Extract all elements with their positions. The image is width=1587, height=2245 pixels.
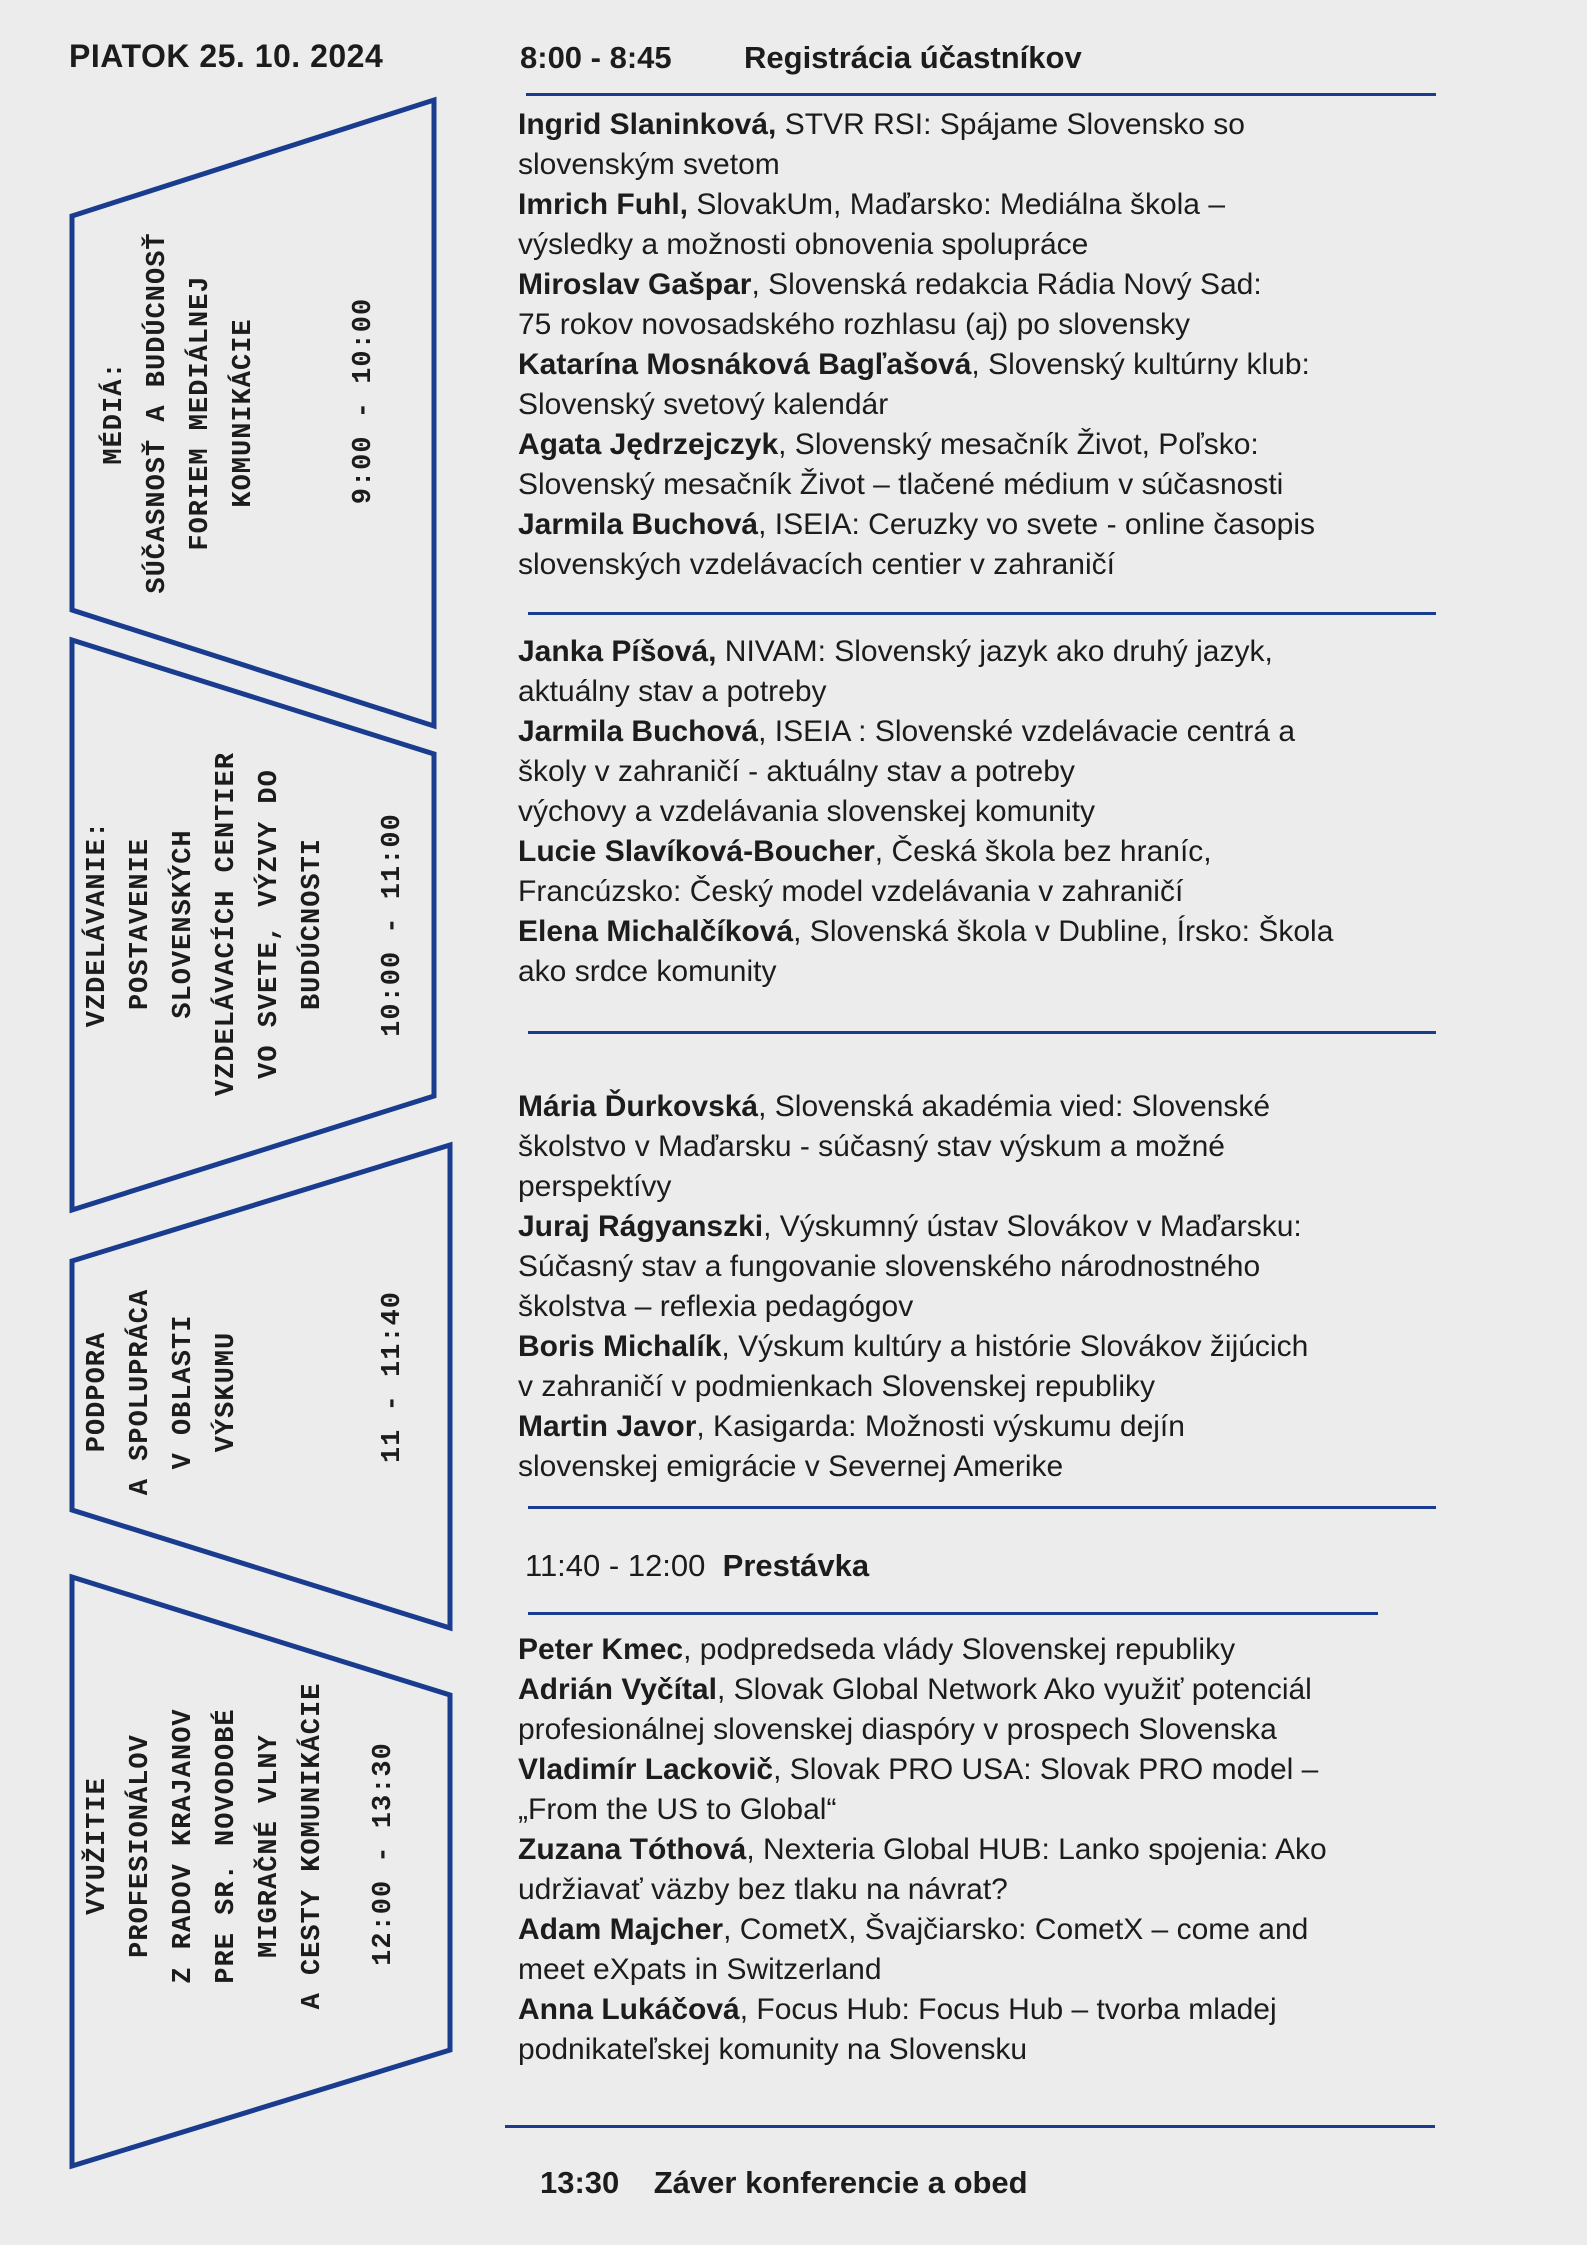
speaker-list-education (518, 632, 1518, 992)
list-item: Imrich Fuhl, SlovakUm, Maďarsko: Mediálna škola – výsledky a možnosti obnovenia spolupráce (518, 188, 1225, 261)
list-item: Zuzana Tóthová, Nexteria Global HUB: Lanko spojenia: Ako udržiavať väzby bez tlaku na návrat? (518, 1833, 1327, 1906)
list-item: Peter Kmec, podpredseda vlády Slovenskej republiky (518, 1633, 1236, 1666)
list-item: Adam Majcher, CometX, Švajčiarsko: CometX – come and meet eXpats in Switzerland (518, 1913, 1309, 1986)
section-title-research: PODPORA A SPOLUPRÁCA V OBLASTI VÝSKUMU (83, 1288, 242, 1496)
list-item: Anna Lukáčová, Focus Hub: Focus Hub – tvorba mladej podnikateľskej komunity na Slovensku (518, 1993, 1277, 2066)
list-item: Elena Michalčíková, Slovenská škola v Dubline, Írsko: Škola ako srdce komunity (518, 915, 1334, 988)
section-time-education: 10:00 - 11:00 (378, 813, 408, 1037)
registration-time: 8:00 - 8:45 (520, 40, 672, 75)
list-item: Boris Michalík, Výskum kultúry a histórie Slovákov žijúcich v zahraničí v podmienkach Slovenskej republiky (518, 1330, 1309, 1403)
registration-label: Registrácia účastníkov (744, 40, 1082, 75)
section-time-research: 11 - 11:40 (378, 1290, 408, 1464)
section-title-education: VZDELÁVANIE: POSTAVENIE SLOVENSKÝCH VZDELÁVACÍCH CENTIER VO SVETE, VÝZVY DO BUDÚCNOSTI (83, 751, 328, 1097)
section-title-media: MÉDIÁ: SÚČASNOSŤ A BUDÚCNOSŤ FORIEM MEDIÁLNEJ KOMUNIKÁCIE (100, 232, 259, 594)
list-item: Vladimír Lackovič, Slovak PRO USA: Slovak PRO model – „From the US to Global“ (518, 1753, 1319, 1826)
speaker-list-media (518, 105, 1518, 585)
list-item: Lucie Slavíková-Boucher, Česká škola bez hraníc, Francúzsko: Český model vzdelávania v zahraničí (518, 835, 1212, 908)
list-item: Jarmila Buchová, ISEIA: Ceruzky vo svete - online časopis slovenských vzdelávacích centier v zahraničí (518, 508, 1316, 581)
list-item: Adrián Vyčítal, Slovak Global Network Ako využiť potenciál profesionálnej slovenskej diaspóry v prospech Slovenska (518, 1673, 1312, 1746)
list-item: Mária Ďurkovská, Slovenská akadémia vied: Slovenské školstvo v Maďarsku - súčasný stav výskum a možné perspektívy (518, 1090, 1271, 1203)
speaker-list-professionals (518, 1630, 1518, 2070)
list-item: Jarmila Buchová, ISEIA : Slovenské vzdelávacie centrá a školy v zahraničí - aktuálny stav a potreby výchovy a vzdelávania slovenskej komunity (518, 715, 1296, 828)
closing-row (540, 2165, 1028, 2201)
list-item: Katarína Mosnáková Bagľašová, Slovenský kultúrny klub: Slovenský svetový kalendár (518, 348, 1310, 421)
section-title-professionals: VYUŽITIE PROFESIONÁLOV Z RADOV KRAJANOV PRE SR. NOVODOBÉ MIGRAČNÉ VLNY A CESTY KOMUNIKÁCIE (83, 1682, 328, 2010)
break-row (525, 1548, 869, 1584)
break-label: Prestávka (722, 1548, 870, 1583)
section-time-media: 9:00 - 10:00 (349, 297, 379, 505)
closing-label: Záver konferencie a obed (653, 2165, 1028, 2200)
list-item: Juraj Rágyanszki, Výskumný ústav Slovákov v Maďarsku: Súčasný stav a fungovanie slovenského národnostného školstva – reflexia pedagógov (518, 1210, 1302, 1323)
list-item: Martin Javor, Kasigarda: Možnosti výskumu dejín slovenskej emigrácie v Severnej Amerike (518, 1410, 1185, 1483)
list-item: Ingrid Slaninková, STVR RSI: Spájame Slovensko so slovenským svetom (518, 108, 1245, 181)
list-item: Janka Píšová, NIVAM: Slovenský jazyk ako druhý jazyk, aktuálny stav a potreby (518, 635, 1273, 708)
list-item: Miroslav Gašpar, Slovenská redakcia Rádia Nový Sad: 75 rokov novosadského rozhlasu (aj) po slovensky (518, 268, 1262, 341)
list-item: Agata Jędrzejczyk, Slovenský mesačník Život, Poľsko: Slovenský mesačník Život – tlačené médium v súčasnosti (518, 428, 1284, 501)
section-time-professionals: 12:00 - 13:30 (369, 1742, 399, 1966)
speaker-list-research (518, 1087, 1518, 1487)
day-date-heading: PIATOK 25. 10. 2024 (69, 38, 384, 74)
break-time: 11:40 - 12:00 (525, 1548, 706, 1583)
closing-time: 13:30 (540, 2165, 620, 2200)
